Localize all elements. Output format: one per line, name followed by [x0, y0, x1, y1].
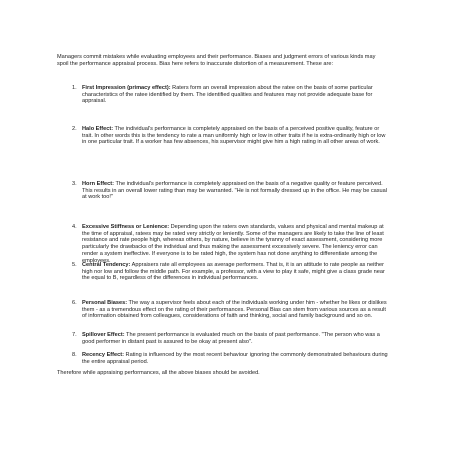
item-term: Recency Effect:	[82, 352, 124, 358]
item-number: 7.	[72, 332, 77, 338]
item-body	[82, 85, 390, 105]
item-body	[82, 262, 390, 282]
item-number: 1.	[72, 85, 77, 91]
item-term: Excessive Stiffness or Lenience:	[82, 224, 170, 230]
item-text: The way a supervisor feels about each of the individuals working under him - whether he likes or dislikes them - as a tremendous effect on the rating of their performances. Personal Bias can stem from various sources as a result of information obtained from colleagues, considerations of faith and thinking, social and family background and so on.	[82, 300, 387, 320]
item-body	[82, 300, 390, 320]
item-text: Depending upon the raters own standards, values and physical and mental makeup at the time of appraisal, ratees may be rated very strictly or leniently. Some of the managers are likely to take the line of least resistance and rate people high, whereas others, by nature, believe in the tyranny of exact assessment, considering more particularly the drawbacks of the individual and thus making the assessment excessively severe. The leniency error can render a system ineffective. If everyone is to be rated high, the system has not done anything to differentiate among the employees.	[82, 224, 384, 264]
item-number: 3.	[72, 181, 77, 187]
item-body	[82, 224, 390, 264]
item-number: 8.	[72, 352, 77, 358]
item-text: Raters form an overall impression about the ratee on the basis of some particular characteristics of the ratee identified by them. The identified qualities and features may not provide adequate base for appraisal.	[82, 85, 373, 105]
item-body	[82, 332, 390, 345]
item-text: The individual's performance is completely appraised on the basis of a perceived positive quality, feature or trait. In other words this is the tendency to rate a man uniformly high or low in other traits if he is extra-ordinarily high or low in one particular trait. If a worker has few absences, his supervisor might give him a high rating in all other areas of work.	[82, 126, 386, 146]
item-text: Rating is influenced by the most recent behaviour ignoring the commonly demonstrated behaviours during the entire appraisal period.	[82, 352, 388, 365]
item-term: Spillover Effect:	[82, 332, 125, 338]
item-term: Halo Effect:	[82, 126, 114, 132]
item-body	[82, 352, 390, 365]
item-number: 2.	[72, 126, 77, 132]
item-term: Central Tendency:	[82, 262, 131, 268]
item-term: First Impression (primacy effect):	[82, 85, 171, 91]
item-term: Horn Effect:	[82, 181, 115, 187]
item-text: Appraisers rate all employees as average performers. That is, it is an attitude to rate people as neither high nor low and follow the middle path. For example, a professor, with a view to play it safe, might give a class grade near the equal to B, regardless of the differences in individual performances.	[82, 262, 385, 282]
item-text: The present performance is evaluated much on the basis of past performance. "The person who was a good performer in distant past is assured to be okay at present also".	[82, 332, 380, 345]
closing-paragraph: Therefore while appraising performances, all the above biases should be avoided.	[57, 370, 260, 376]
item-text: The individual's performance is completely appraised on the basis of a negative quality or feature perceived. This results in an overall lower rating than may be warranted. "He is not formally dressed up in the office. He may be casual at work too!"	[82, 181, 388, 201]
item-term: Personal Biases:	[82, 300, 128, 306]
item-body	[82, 126, 390, 146]
intro-paragraph: Managers commit mistakes while evaluating employees and their performance. Biases and judgment errors of various kinds may spoil the performance appraisal process. Bias here refers to inaccurate distortion of a measurement. These are:	[57, 54, 376, 67]
item-body	[82, 181, 390, 201]
item-number: 6.	[72, 300, 77, 306]
item-number: 4.	[72, 224, 77, 230]
item-number: 5.	[72, 262, 77, 268]
